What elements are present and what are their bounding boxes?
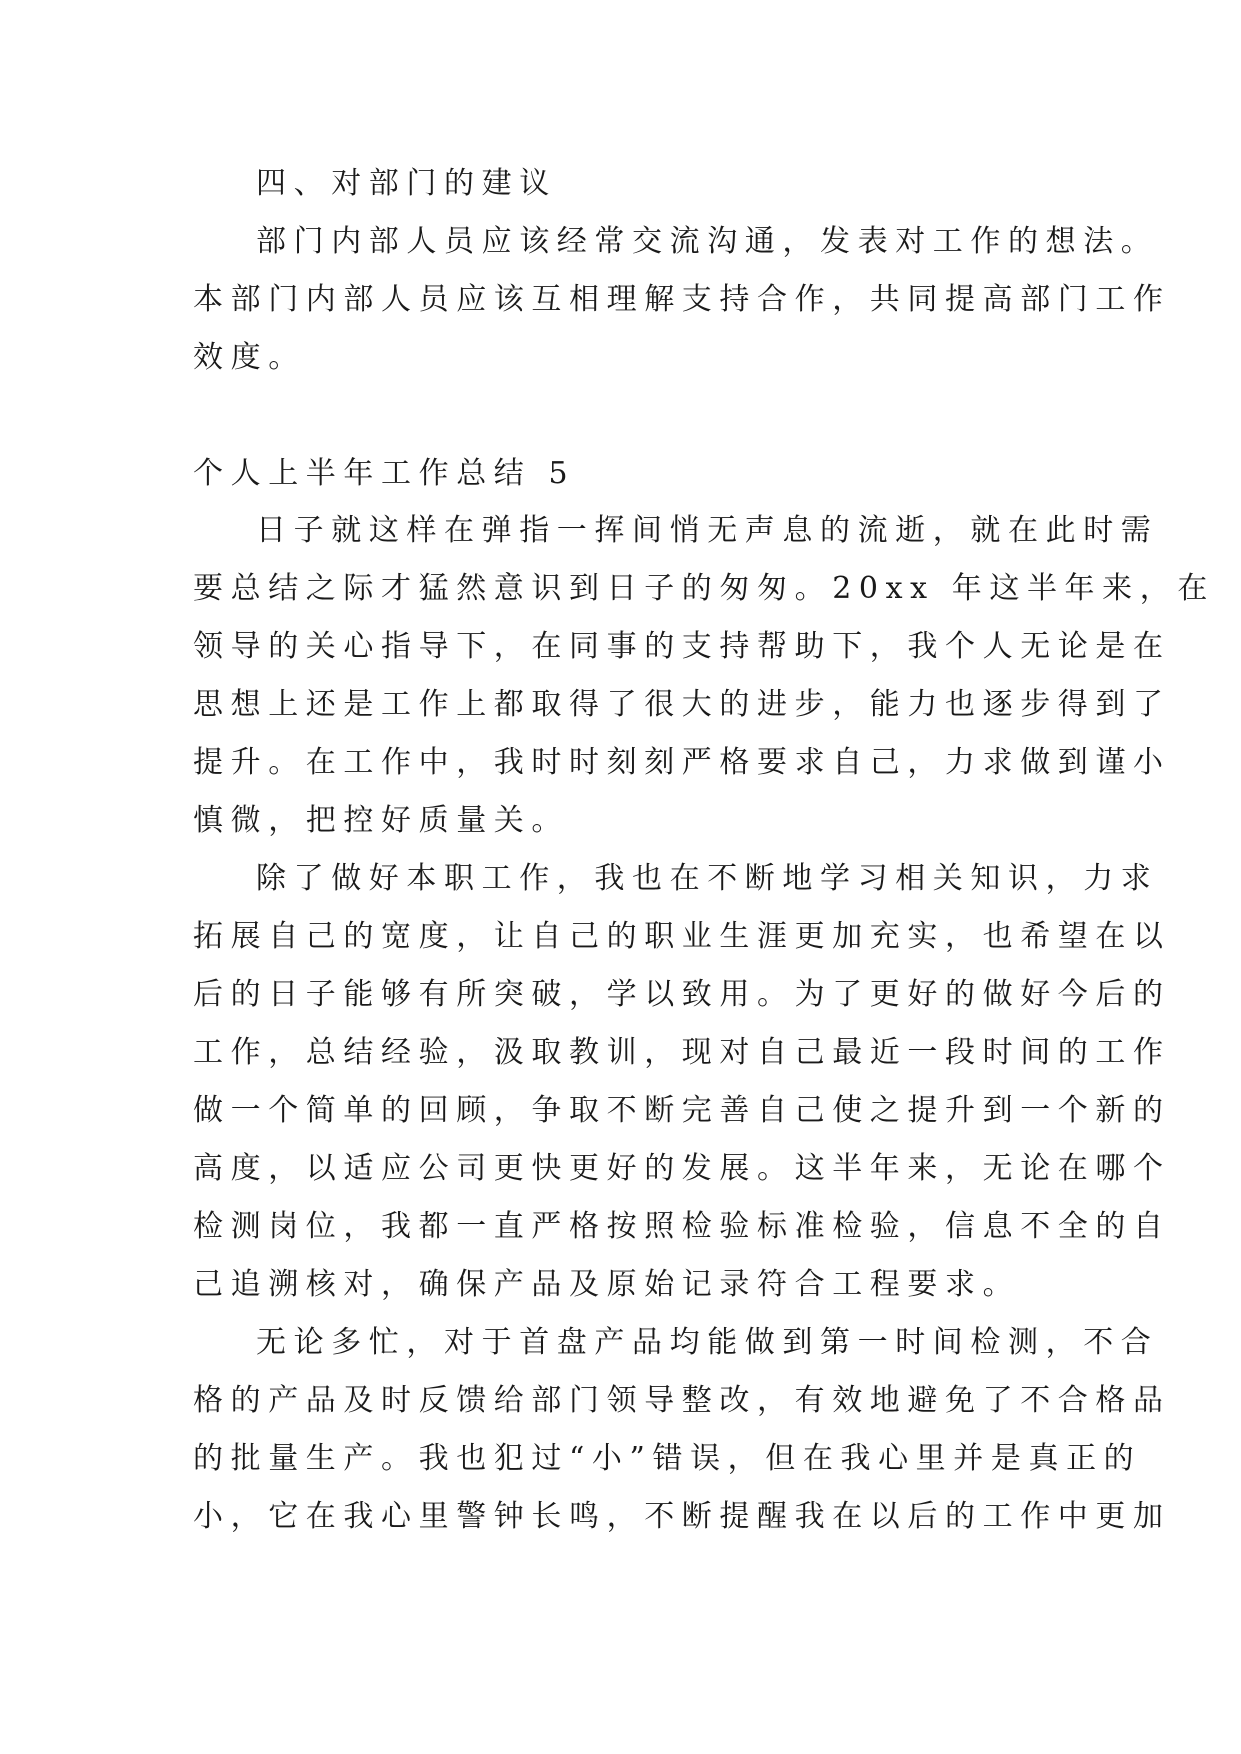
paragraph-line: 小，它在我心里警钟长鸣，不断提醒我在以后的工作中更加 <box>193 1499 1171 1534</box>
paragraph-line: 无论多忙，对于首盘产品均能做到第一时间检测，不合 <box>256 1325 1159 1360</box>
paragraph-line: 提升。在工作中，我时时刻刻严格要求自己，力求做到谨小 <box>193 745 1171 780</box>
paragraph-line: 效度。 <box>193 340 306 375</box>
paragraph-line: 领导的关心指导下，在同事的支持帮助下，我个人无论是在 <box>193 629 1171 664</box>
paragraph-line: 己追溯核对，确保产品及原始记录符合工程要求。 <box>193 1267 1021 1302</box>
paragraph-line: 日子就这样在弹指一挥间悄无声息的流逝，就在此时需 <box>256 513 1159 548</box>
paragraph-line: 慎微，把控好质量关。 <box>193 803 569 838</box>
paragraph-line: 本部门内部人员应该互相理解支持合作，共同提高部门工作 <box>193 282 1171 317</box>
paragraph-line: 后的日子能够有所突破，学以致用。为了更好的做好今后的 <box>193 977 1171 1012</box>
paragraph-line: 的批量生产。我也犯过“小”错误，但在我心里并是真正的 <box>193 1441 1142 1476</box>
paragraph-line: 做一个简单的回顾，争取不断完善自己使之提升到一个新的 <box>193 1093 1171 1128</box>
paragraph-line: 要总结之际才猛然意识到日子的匆匆。20xx 年这半年来，在 <box>193 571 1215 606</box>
summary-title: 个人上半年工作总结 5 <box>193 456 576 491</box>
paragraph-line: 拓展自己的宽度，让自己的职业生涯更加充实，也希望在以 <box>193 919 1171 954</box>
paragraph-line: 工作，总结经验，汲取教训，现对自己最近一段时间的工作 <box>193 1035 1171 1070</box>
paragraph-line: 除了做好本职工作，我也在不断地学习相关知识，力求 <box>256 861 1159 896</box>
paragraph-line: 格的产品及时反馈给部门领导整改，有效地避免了不合格品 <box>193 1383 1171 1418</box>
section-heading: 四、对部门的建议 <box>256 166 557 201</box>
paragraph-line: 高度，以适应公司更快更好的发展。这半年来，无论在哪个 <box>193 1151 1171 1186</box>
paragraph-line: 思想上还是工作上都取得了很大的进步，能力也逐步得到了 <box>193 687 1171 722</box>
paragraph-line: 部门内部人员应该经常交流沟通，发表对工作的想法。 <box>256 224 1159 259</box>
paragraph-line: 检测岗位，我都一直严格按照检验标准检验，信息不全的自 <box>193 1209 1171 1244</box>
